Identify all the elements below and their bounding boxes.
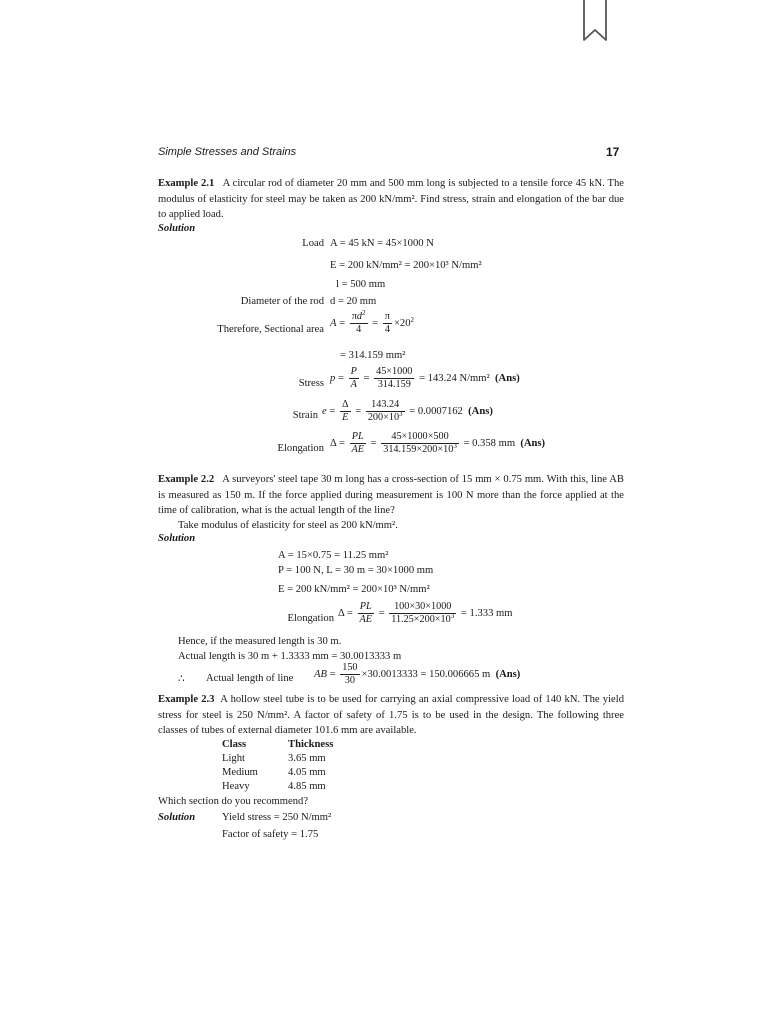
area-equation-2: A = 15×0.75 = 11.25 mm² bbox=[278, 550, 389, 561]
bookmark-icon[interactable] bbox=[580, 0, 610, 44]
elongation-result: = 0.358 mm bbox=[463, 437, 516, 449]
modulus-equation: E = 200 kN/mm² = 200×10³ N/mm² bbox=[330, 260, 482, 271]
diameter-label: Diameter of the rod bbox=[240, 296, 324, 307]
running-header-title: Simple Stresses and Strains bbox=[158, 146, 297, 158]
sectional-area-label: Therefore, Sectional area bbox=[217, 324, 324, 335]
table-cell-thickness: 4.05 mm bbox=[288, 767, 326, 778]
strain-label: Strain bbox=[292, 410, 318, 421]
recommend-question: Which section do you recommend? bbox=[158, 796, 309, 807]
example-2-2-label: Example 2.2 bbox=[158, 474, 215, 485]
strain-ans: (Ans) bbox=[468, 405, 493, 417]
force-length-equation: P = 100 N, L = 30 m = 30×1000 mm bbox=[278, 565, 434, 576]
yield-stress-text: Yield stress = 250 N/mm² bbox=[222, 812, 332, 823]
elongation-ans: (Ans) bbox=[520, 437, 546, 449]
sectional-area-equation: A = $\frac{\pi d^2}{4}$ = $\frac{\pi}{4}$ $\times 20^2$ bbox=[330, 309, 415, 335]
page-number: 17 bbox=[606, 145, 620, 159]
table-cell-thickness: 4.85 mm bbox=[288, 781, 326, 792]
stress-result: = 143.24 N/mm² bbox=[419, 372, 490, 384]
stress-equation: p = $\frac{P}{A}$ = $\frac{45\times 1000}{314.159}$ = 143.24 N/mm² (Ans) bbox=[330, 366, 520, 390]
tube-classes-table bbox=[222, 738, 333, 794]
example-2-1-label: Example 2.1 bbox=[158, 178, 215, 189]
table-cell-class: Heavy bbox=[222, 781, 250, 792]
elongation-equation: Δ = $\frac{PL}{AE}$ = $\frac{45\times 1000\times 500}{314.159\times 200\times 10^3}$ = 0.358 mm (Ans) bbox=[330, 431, 546, 455]
example-2-3-label: Example 2.3 bbox=[158, 694, 215, 705]
table-cell-thickness: 3.65 mm bbox=[288, 753, 326, 764]
length-equation: l = 500 mm bbox=[336, 279, 386, 290]
example-2-3-text: A hollow steel tube is to be used for carrying an axial compressive load of 140 kN. The yield stress for steel is 250 N/mm². A factor of safety of 1.75 is to be used in the design. The following three classes of tubes of external diameter 101.6 mm are available. bbox=[158, 694, 624, 736]
actual-line-equation: AB = $\frac{150}{30}$ ×30.0013333 = 150.006665 m (Ans) bbox=[314, 662, 521, 686]
table-header-class: Class bbox=[222, 739, 247, 750]
elongation-label-2: Elongation bbox=[287, 613, 334, 624]
table-row bbox=[222, 766, 333, 780]
elongation-equation-2: Δ = $\frac{PL}{AE}$ = $\frac{100\times 30\times 1000}{11.25\times 200\times 10^3}$ = 1.333 mm bbox=[338, 601, 513, 625]
hence-text: Hence, if the measured length is 30 m. bbox=[178, 636, 342, 647]
actual-length-text: Actual length is 30 m + 1.3333 mm = 30.0013333 m bbox=[178, 651, 402, 662]
factor-of-safety-text: Factor of safety = 1.75 bbox=[222, 829, 319, 840]
example-2-1-solution-heading: Solution bbox=[158, 223, 196, 234]
example-2-2-text: A surveyors' steel tape 30 m long has a cross-section of 15 mm × 0.75 mm. With this, line AB is measured as 150 m. If the force applied during measurement is 100 N more than the force applied at the time of calibration, what is the actual length of the line? bbox=[158, 474, 625, 516]
diameter-equation: d = 20 mm bbox=[330, 296, 377, 307]
example-2-1-text: A circular rod of diameter 20 mm and 500 mm long is subjected to a tensile force 45 kN. The modulus of elasticity for steel may be taken as 200 kN/mm². Find stress, strain and elongation of the bar due to applied load. bbox=[158, 178, 624, 220]
example-2-2-solution-heading: Solution bbox=[158, 533, 196, 544]
stress-ans: (Ans) bbox=[495, 372, 520, 384]
actual-line-label: Actual length of line bbox=[206, 673, 294, 684]
table-header-thickness: Thickness bbox=[288, 739, 334, 750]
table-row bbox=[222, 752, 333, 766]
strain-result: = 0.0007162 bbox=[409, 405, 463, 417]
load-label: Load bbox=[302, 238, 324, 249]
elongation-result-2: = 1.333 mm bbox=[460, 607, 513, 619]
actual-line-result: ×30.0013333 = 150.006665 m bbox=[361, 668, 491, 680]
stress-label: Stress bbox=[298, 378, 324, 389]
table-row bbox=[222, 780, 333, 794]
actual-line-ans: (Ans) bbox=[495, 668, 521, 680]
example-2-2-statement bbox=[158, 472, 624, 519]
example-2-1-statement bbox=[158, 176, 624, 223]
example-2-3-statement bbox=[158, 692, 624, 739]
therefore-symbol: ∴ bbox=[178, 674, 185, 685]
example-2-2-modulus-note: Take modulus of elasticity for steel as 200 kN/mm². bbox=[178, 520, 398, 531]
table-header-row bbox=[222, 738, 333, 752]
modulus-equation-2: E = 200 kN/mm² = 200×10³ N/mm² bbox=[278, 584, 430, 595]
elongation-label: Elongation bbox=[277, 443, 324, 454]
table-cell-class: Light bbox=[222, 753, 245, 764]
example-2-3-solution-heading: Solution bbox=[158, 812, 196, 823]
table-cell-class: Medium bbox=[222, 767, 258, 778]
sectional-area-result: = 314.159 mm² bbox=[340, 350, 406, 361]
load-equation: A = 45 kN = 45×1000 N bbox=[330, 238, 434, 249]
strain-equation: e = $\frac{\Delta}{E}$ = $\frac{143.24}{200\times 10^3}$ = 0.0007162 (Ans) bbox=[322, 399, 493, 423]
